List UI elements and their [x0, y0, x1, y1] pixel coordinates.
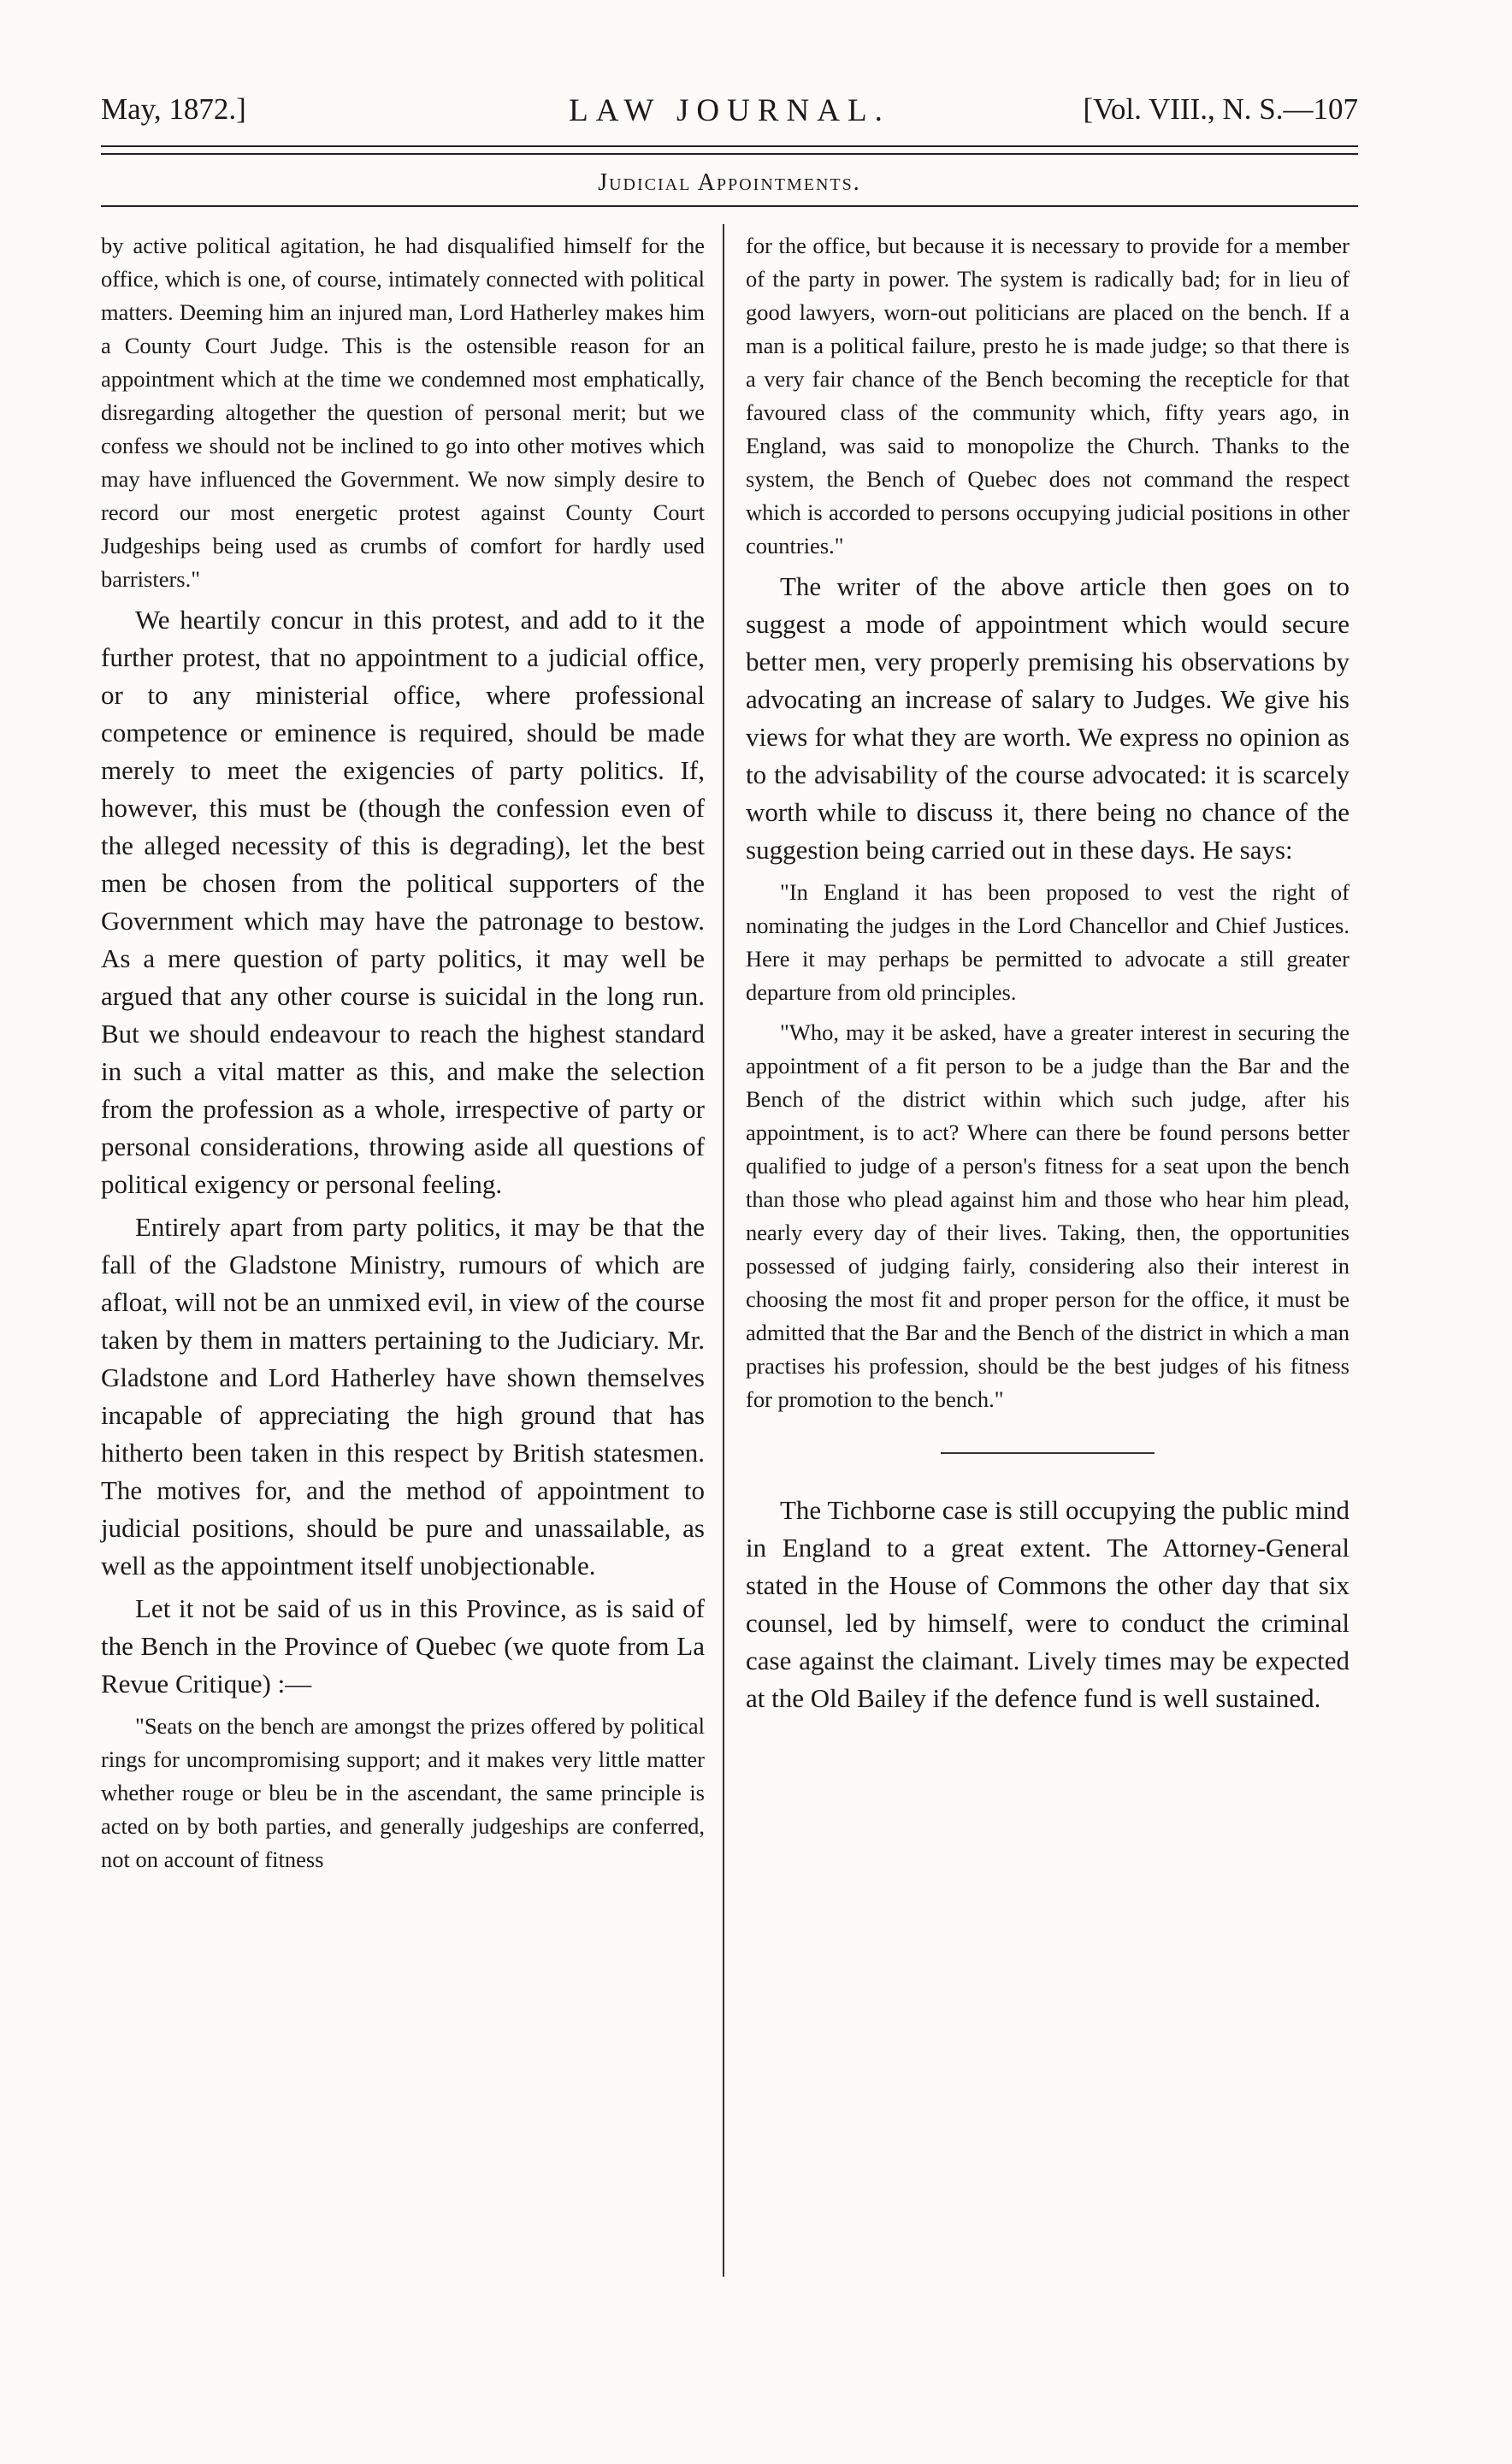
journal-title: LAW JOURNAL. [569, 93, 890, 128]
section-title: Judicial Appointments. [598, 169, 861, 196]
paragraph: We heartily concur in this protest, and add to it the further protest, that no appointment to a judicial office, or to any ministerial office, where professional competence or eminence is required, should be made merely to meet the exigencies of party politics. If, however, this must be (though the confession even of the alleged necessity of this is degrading), let the best men be chosen from the political supporters of the Government which may have the patronage to bestow. As a mere question of party politics, it may well be argued that any other course is suicidal in the long run. But we should endeavour to reach the highest standard in such a vital matter as this, and make the selection from the profession as a whole, irrespective of party or personal considerations, throwing aside all questions of political exigency or personal feeling. [101, 605, 705, 1199]
section-rule [101, 205, 1358, 207]
left-column [101, 229, 705, 1876]
paragraph: by active political agitation, he had disqualified himself for the office, which is one, of course, intimately connected with political matters. Deeming him an injured man, Lord Hatherley makes him a County Court Judge. This is the ostensible reason for an appointment which at the time we condemned most emphatically, disregarding altogether the question of personal merit; but we confess we should not be inclined to go into other motives which may have influenced the Government. We now simply desire to record our most energetic protest against County Court Judgeships being used as crumbs of comfort for hardly used barristers." [101, 233, 705, 592]
header-date: May, 1872.] [101, 92, 246, 126]
block-quote: for the office, but because it is necessary to provide for a member of the party in power. The system is radically bad; for in lieu of good lawyers, worn-out politicians are placed on the bench. If a man is a political failure, presto he is made judge; so that there is a very fair chance of the Bench becoming the recepticle for that favoured class of the community which, fifty years ago, in England, was said to monopolize the Church. Thanks to the system, the Bench of Quebec does not command the respect which is accorded to persons occupying judicial positions in other countries." [746, 233, 1350, 558]
running-head [101, 92, 1358, 144]
column-divider [723, 224, 724, 2277]
paragraph: The writer of the above article then goes on to suggest a mode of appointment which would secure better men, very properly premising his observations by advocating an increase of salary to Judges. We give his views for what they are worth. We express no opinion as to the advisability of the course advocated: it is scarcely worth while to discuss it, there being no chance of the suggestion being carried out in these days. He says: [746, 571, 1350, 865]
paragraph: Let it not be said of us in this Province, as is said of the Bench in the Province of Quebec (we quote from La Revue Critique) :— [101, 1593, 705, 1699]
block-quote: "Who, may it be asked, have a greater interest in securing the appointment of a fit person to be a judge than the Bar and the Bench of the district within which such judge, after his appointment, is to act? Where can there be found persons better qualified to judge of a person's fitness for a seat upon the bench than those who plead against him and those who hear him plead, nearly every day of their lives. Taking, then, the opportunities possessed of judging fairly, considering also their interest in choosing the most fit and proper person for the office, it must be admitted that the Bar and the Bench of the district in which a man practises his profession, should be the best judges of his fitness for promotion to the bench." [746, 1019, 1350, 1412]
block-quote: "Seats on the bench are amongst the prizes offered by political rings for uncompromising support; and it makes very little matter whether rouge or bleu be in the ascendant, the same principle is acted on by both parties, and generally judgeships are conferred, not on account of fitness [101, 1713, 705, 1872]
block-quote: "In England it has been proposed to vest the right of nominating the judges in the Lord Chancellor and Chief Justices. Here it may perhaps be permitted to advocate a still greater departure from old principles. [746, 879, 1350, 1005]
volume-page-number: [Vol. VIII., N. S.—107 [1083, 92, 1358, 126]
paragraph: The Tichborne case is still occupying the public mind in England to a great extent. The Attorney-General stated in the House of Commons the other day that six counsel, led by himself, were to conduct the criminal case against the claimant. Lively times may be expected at the Old Bailey if the defence fund is well sustained. [746, 1495, 1350, 1713]
header-double-rule [101, 145, 1358, 155]
article-separator [941, 1452, 1155, 1454]
right-column [746, 229, 1350, 1717]
paragraph: Entirely apart from party politics, it may be that the fall of the Gladstone Ministry, rumours of which are afloat, will not be an unmixed evil, in view of the course taken by them in matters pertaining to the Judiciary. Mr. Gladstone and Lord Hatherley have shown themselves incapable of appreciating the high ground that has hitherto been taken in this respect by British statesmen. The motives for, and the method of appointment to judicial positions, should be pure and unassailable, as well as the appointment itself unobjectionable. [101, 1212, 705, 1581]
